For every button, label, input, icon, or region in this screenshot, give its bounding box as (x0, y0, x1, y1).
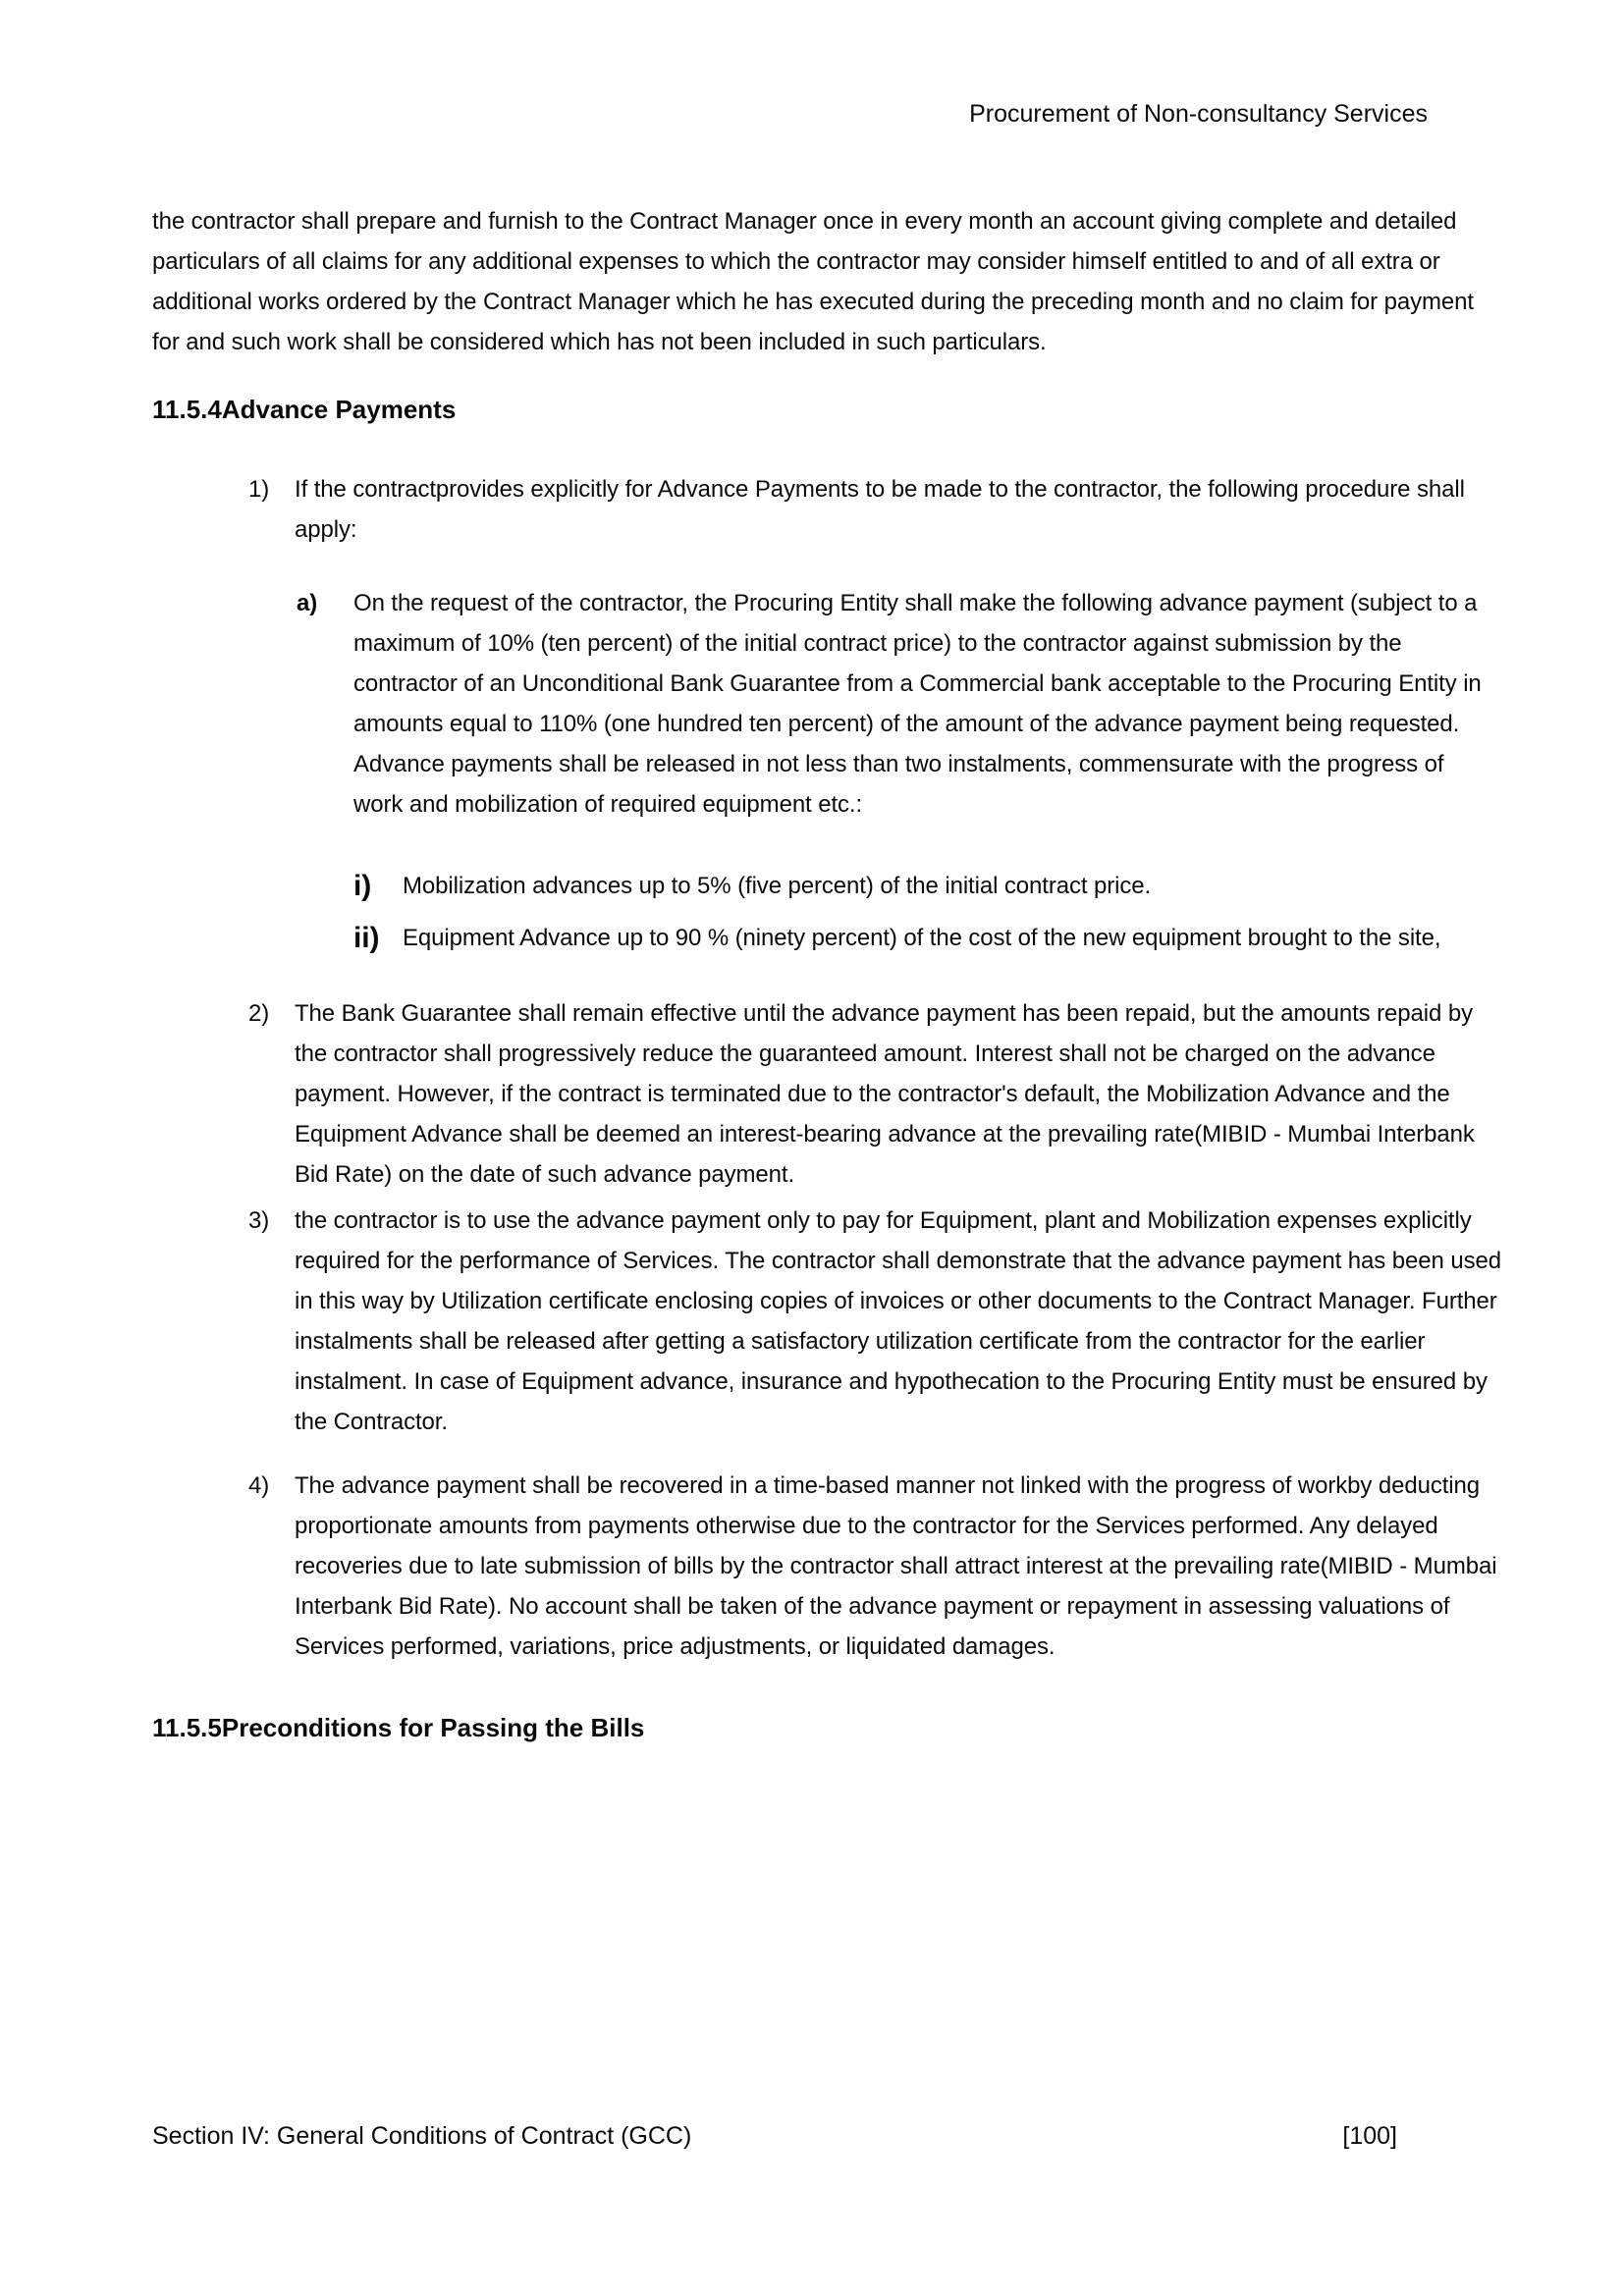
intro-paragraph: the contractor shall prepare and furnish to the Contract Manager once in every month an account giving complete and detailed particulars of all claims for any additional expenses to which the contractor may consider himself entitled to and of all extra or additional works ordered by the Contract Manager which he has executed during the preceding month and no claim for payment for and such work shall be considered which has not been included in such particulars. (152, 208, 1474, 355)
list-item-1 (248, 469, 1502, 550)
list-item-1a-i (353, 866, 1467, 906)
list-marker: a) (297, 590, 318, 616)
list-item-text: On the request of the contractor, the Procuring Entity shall make the following advance payment (subject to a maximum of 10% (ten percent) of the initial contract price) to the contractor against submission by the contractor of an Unconditional Bank Guarantee from a Commercial bank acceptable to the Procuring Entity in amounts equal to 110% (one hundred ten percent) of the amount of the advance payment being requested. Advance payments shall be released in not less than two instalments, commensurate with the progress of work and mobilization of required equipment etc.: (353, 590, 1482, 818)
list-item-3 (248, 1201, 1502, 1442)
page-header-title: Procurement of Non-consultancy Services (969, 100, 1428, 128)
list-item-text: The Bank Guarantee shall remain effective until the advance payment has been repaid, but the amounts repaid by the contractor shall progressively reduce the guaranteed amount. Interest shall not be charged on the advance payment. However, if the contract is terminated due to the contractor's default, the Mobilization Advance and the Equipment Advance shall be deemed an interest-bearing advance at the prevailing rate(MIBID - Mumbai Interbank Bid Rate) on the date of such advance payment. (295, 1000, 1475, 1188)
list-item-text: If the contractprovides explicitly for Advance Payments to be made to the contractor, the following procedure shall apply: (295, 476, 1465, 543)
section-heading-advance-payments (152, 390, 1502, 430)
list-marker: 2) (248, 1000, 270, 1027)
list-item-text: The advance payment shall be recovered in a time-based manner not linked with the progress of workby deducting proportionate amounts from payments otherwise due to the contractor for the Services performed. Any delayed recoveries due to late submission of bills by the contractor shall attract interest at the prevailing rate(MIBID - Mumbai Interbank Bid Rate). No account shall be taken of the advance payment or repayment in assessing valuations of Services performed, variations, price adjustments, or liquidated damages. (295, 1472, 1497, 1660)
list-item-text: Mobilization advances up to 5% (five percent) of the initial contract price. (403, 873, 1152, 899)
footer-page-number: [100] (1342, 2122, 1397, 2150)
footer-section-label: Section IV: General Conditions of Contract (GCC) (152, 2122, 692, 2150)
list-item-4 (248, 1466, 1502, 1667)
list-item-text: Equipment Advance up to 90 % (ninety percent) of the cost of the new equipment brought to the site, (403, 925, 1441, 951)
list-marker: i) (353, 870, 372, 902)
section-heading-preconditions (152, 1708, 1502, 1748)
list-marker: 1) (248, 476, 270, 503)
section-title: Advance Payments (221, 395, 457, 424)
list-marker: 4) (248, 1472, 270, 1499)
list-item-1a (297, 583, 1498, 825)
list-marker: 3) (248, 1207, 270, 1234)
list-marker: ii) (353, 922, 380, 954)
list-item-1a-ii (353, 918, 1467, 958)
list-item-text: the contractor is to use the advance payment only to pay for Equipment, plant and Mobilization expenses explicitly required for the performance of Services. The contractor shall demonstrate that the advance payment has been used in this way by Utilization certificate enclosing copies of invoices or other documents to the Contract Manager. Further instalments shall be released after getting a satisfactory utilization certificate from the contractor for the earlier instalment. In case of Equipment advance, insurance and hypothecation to the Procuring Entity must be ensured by the Contractor. (295, 1207, 1501, 1435)
list-item-2 (248, 993, 1502, 1195)
section-number: 11.5.5 (152, 1713, 222, 1742)
section-number: 11.5.4 (152, 395, 222, 424)
page-footer (152, 2120, 1397, 2152)
section-title: Preconditions for Passing the Bills (221, 1713, 645, 1742)
